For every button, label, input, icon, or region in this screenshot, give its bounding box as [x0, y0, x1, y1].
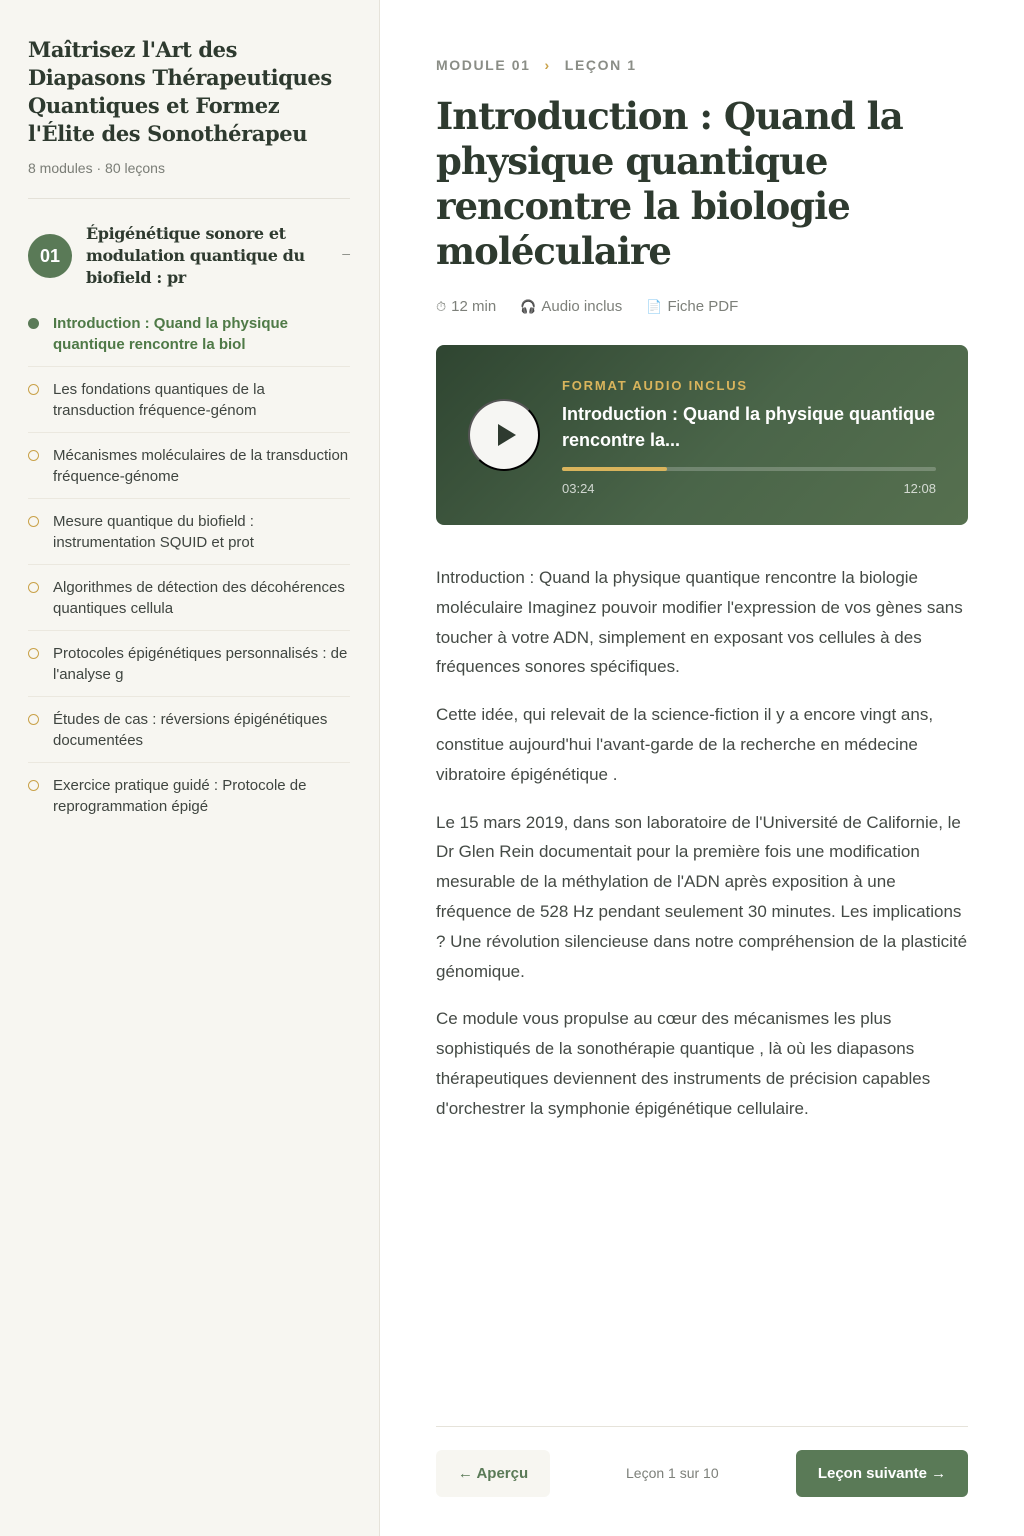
play-icon — [498, 424, 516, 446]
content-paragraph: Ce module vous propulse au cœur des mécanismes les plus sophistiqués de la sonothérapie quantique , là où les diapasons thérapeutiques deviennent des instruments de précision capables d'orchestrer la symphonie épigénétique cellulaire. — [436, 1009, 931, 1118]
module-title: Épigénétique sonore et modulation quantique du biofield : pr — [86, 224, 305, 287]
play-button[interactable] — [468, 399, 540, 471]
lesson-status-dot-icon — [28, 582, 39, 593]
lesson-status-dot-icon — [28, 714, 39, 725]
breadcrumb-lesson: LEÇON 1 — [564, 57, 637, 73]
lesson-item[interactable] — [28, 643, 350, 697]
lesson-meta — [436, 298, 968, 315]
lesson-item[interactable] — [28, 511, 350, 565]
lesson-label: Mesure quantique du biofield : instrumentation SQUID et prot — [53, 513, 254, 551]
lesson-status-dot-icon — [28, 450, 39, 461]
pdf-meta[interactable] — [646, 298, 738, 315]
lesson-status-dot-icon — [28, 516, 39, 527]
breadcrumb-module[interactable]: MODULE 01 — [436, 57, 531, 73]
player-kicker: FORMAT AUDIO INCLUS — [562, 378, 748, 393]
lesson-status-dot-icon — [28, 648, 39, 659]
next-lesson-button[interactable]: Leçon suivante → — [796, 1450, 968, 1497]
progress-fill — [562, 467, 667, 471]
progress-bar[interactable] — [562, 467, 936, 471]
audio-meta — [520, 298, 622, 315]
lesson-item[interactable] — [28, 775, 350, 828]
document-icon: 📄 — [646, 298, 663, 314]
lesson-counter: Leçon 1 sur 10 — [626, 1465, 719, 1481]
clock-icon: ⏱ — [436, 298, 447, 314]
total-time: 12:08 — [903, 481, 936, 496]
module-header[interactable] — [28, 223, 350, 289]
lesson-label: Mécanismes moléculaires de la transduction fréquence-génome — [53, 447, 349, 485]
lesson-status-dot-icon — [28, 384, 39, 395]
lesson-content — [436, 563, 968, 1124]
content-paragraph: Le 15 mars 2019, dans son laboratoire de l'Université de Californie, le Dr Glen Rein documentait pour la première fois une modification mesurable de la méthylation de l'ADN après exposition à une fréquence de 528 Hz pendant seulement 30 minutes. Les implications ? Une révolution silencieuse dans notre compréhension de la plasticité génomique. — [436, 812, 968, 981]
chevron-right-icon: › — [544, 57, 551, 73]
duration-meta — [436, 298, 496, 315]
content-paragraph: Cette idée, qui relevait de la science-fiction il y a encore vingt ans, constitue aujourd'hui l'avant-garde de la recherche en médecine vibratoire épigénétique . — [436, 705, 934, 784]
pdf-text[interactable]: Fiche PDF — [667, 298, 739, 315]
module-number-badge: 01 — [28, 234, 72, 278]
lesson-status-dot-icon — [28, 318, 39, 329]
lesson-label: Les fondations quantiques de la transduction fréquence-génom — [53, 381, 265, 419]
lesson-label: Algorithmes de détection des décohérences quantiques cellula — [53, 579, 345, 617]
content-paragraph: Introduction : Quand la physique quantique rencontre la biologie moléculaire Imaginez pouvoir modifier l'expression de vos gènes sans toucher à votre ADN, simplement en exposant vos cellules à des fréquences sonores spécifiques. — [436, 568, 963, 677]
lesson-label: Introduction : Quand la physique quantique rencontre la biol — [53, 315, 288, 353]
collapse-icon[interactable]: – — [342, 245, 350, 261]
duration-text: 12 min — [451, 298, 497, 315]
lesson-label: Exercice pratique guidé : Protocole de reprogrammation épigé — [53, 777, 307, 815]
lesson-label: Études de cas : réversions épigénétiques documentées — [53, 711, 328, 749]
headphones-icon: 🎧 — [520, 298, 537, 314]
audio-player — [436, 345, 968, 525]
lesson-item[interactable] — [28, 709, 350, 763]
lesson-item[interactable] — [28, 313, 350, 367]
lesson-title: Introduction : Quand la physique quantique rencontre la biologie moléculaire — [436, 94, 903, 273]
current-time: 03:24 — [562, 481, 595, 496]
overview-button[interactable]: ← Aperçu — [436, 1450, 550, 1497]
lesson-label: Protocoles épigénétiques personnalisés : de l'analyse g — [53, 645, 348, 683]
player-info — [562, 378, 936, 496]
lesson-item[interactable] — [28, 379, 350, 433]
lesson-status-dot-icon — [28, 780, 39, 791]
lesson-footer — [436, 1426, 968, 1536]
audio-text: Audio inclus — [541, 298, 623, 315]
lesson-main — [436, 0, 968, 1142]
course-meta: 8 modules · 80 leçons — [28, 160, 165, 176]
course-sidebar — [0, 0, 380, 1536]
course-title: Maîtrisez l'Art des Diapasons Thérapeutiques Quantiques et Formez l'Élite des Sonothérapeu — [28, 37, 332, 146]
lesson-item[interactable] — [28, 445, 350, 499]
player-times — [562, 481, 936, 496]
sidebar-divider — [28, 198, 350, 199]
lesson-item[interactable] — [28, 577, 350, 631]
breadcrumb — [436, 57, 968, 73]
lesson-list — [28, 313, 350, 828]
player-title: Introduction : Quand la physique quantique rencontre la... — [562, 404, 935, 450]
